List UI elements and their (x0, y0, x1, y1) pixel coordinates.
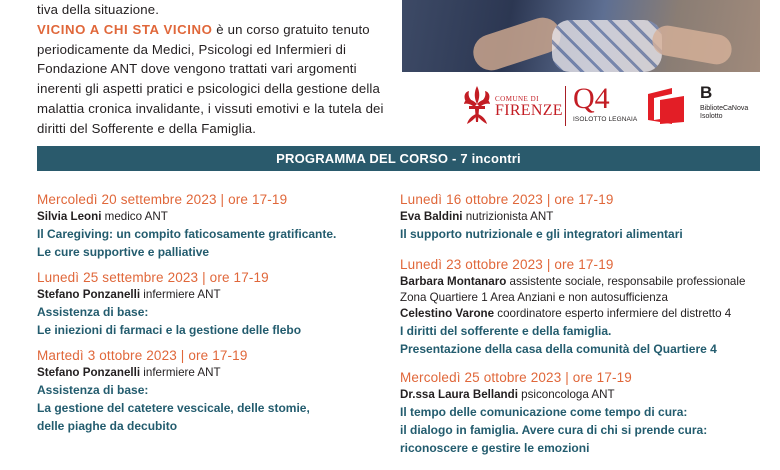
session-topic: Assistenza di base: (37, 305, 149, 319)
session-speaker (400, 387, 750, 403)
florence-lily-icon (462, 84, 492, 126)
speaker-role: coordinatore esperto infermiere del distretto 4 (494, 307, 732, 320)
speaker-name: Stefano Ponzanelli (37, 288, 141, 301)
session-topic: Le cure supportive e palliative (37, 245, 210, 259)
intro-first-line: tiva della situazione. (37, 2, 160, 17)
biblio-letter: B (700, 83, 713, 102)
biblio-name-2: Isolotto (700, 113, 723, 120)
session-topic: Le iniezioni di farmaci e la gestione delle flebo (37, 323, 302, 337)
speaker-role: infermiere ANT (140, 366, 221, 379)
session-date: Mercoledì 25 ottobre 2023 | ore 17-19 (400, 370, 632, 385)
program-title: PROGRAMMA DEL CORSO - 7 incontri (37, 146, 760, 171)
comune-small-label: COMUNE DI (495, 95, 539, 103)
speaker-role: psiconcologa ANT (517, 388, 615, 401)
speaker-name: Stefano Ponzanelli (37, 366, 141, 379)
session-card (400, 190, 750, 243)
session-card (400, 368, 750, 457)
q4-sub: ISOLOTTO LEGNAIA (573, 116, 638, 123)
speaker-role: Zona Quartiere 1 Area Anziani e non autosufficienza (400, 291, 668, 304)
biblioteca-logo (700, 84, 748, 120)
session-topic: I diritti del sofferente e della famiglia. (400, 324, 612, 338)
session-date: Mercoledì 20 settembre 2023 | ore 17-19 (37, 192, 288, 207)
intro-paragraph (37, 20, 397, 139)
session-card (37, 190, 387, 261)
speaker-role: nutrizionista ANT (462, 210, 554, 223)
session-speaker (400, 290, 750, 306)
speaker-role: infermiere ANT (140, 288, 221, 301)
partner-logos (462, 84, 762, 129)
session-date: Lunedì 23 ottobre 2023 | ore 17-19 (400, 257, 614, 272)
session-topic: La gestione del catetere vescicale, delle stomie, (37, 401, 310, 415)
session-speaker (37, 287, 387, 303)
session-speaker (37, 365, 387, 381)
session-topic: Il supporto nutrizionale e gli integratori alimentari (400, 227, 683, 241)
session-speaker (400, 209, 750, 225)
session-date: Lunedì 25 settembre 2023 | ore 17-19 (37, 270, 269, 285)
course-name: VICINO A CHI STA VICINO (37, 21, 213, 37)
session-date: Martedì 3 ottobre 2023 | ore 17-19 (37, 348, 248, 363)
session-topic: il dialogo in famiglia. Avere cura di chi si prende cura: (400, 423, 708, 437)
session-card (37, 346, 387, 435)
session-topic: Il tempo delle comunicazione come tempo di cura: (400, 405, 688, 419)
session-speaker (37, 209, 387, 225)
logo-divider (565, 86, 566, 126)
session-date: Lunedì 16 ottobre 2023 | ore 17-19 (400, 192, 614, 207)
session-topic: Presentazione della casa della comunità del Quartiere 4 (400, 342, 717, 356)
speaker-name: Dr.ssa Laura Bellandi (400, 388, 518, 401)
session-speaker (400, 274, 750, 290)
q4-mark: Q4 (573, 82, 610, 115)
comune-big-label: FIRENZE (495, 102, 563, 119)
quartiere4-logo (573, 84, 637, 123)
biblio-name-1: BiblioteCaNova (700, 105, 749, 112)
session-speaker (400, 306, 750, 322)
speaker-role: medico ANT (101, 210, 168, 223)
session-topic: riconoscere e gestire le emozioni (400, 441, 590, 455)
sessions-left-column (37, 190, 387, 435)
comune-firenze-logo (495, 96, 563, 119)
intro-text (37, 0, 397, 139)
session-card (400, 255, 750, 358)
session-topic: delle piaghe da decubito (37, 419, 178, 433)
biblioteca-icon (646, 86, 686, 126)
session-topic: Assistenza di base: (37, 383, 149, 397)
speaker-role: assistente sociale, responsabile professionale (506, 275, 746, 288)
header-photo (402, 0, 760, 72)
course-description: è un corso gratuito tenuto periodicamente da Medici, Psicologi ed Infermieri di Fondazione ANT dove vengono trattati vari argomenti inerenti gli aspetti pratici e psicologici della gestione della malattia cronica invalidante, i vissuti emotivi e la tutela dei diritti del Sofferente e della Famiglia. (37, 21, 384, 136)
speaker-name: Celestino Varone (400, 307, 495, 320)
speaker-name: Barbara Montanaro (400, 275, 507, 288)
session-card (37, 268, 387, 339)
speaker-name: Silvia Leoni (37, 210, 102, 223)
sessions-right-column (400, 190, 750, 457)
session-topic: Il Caregiving: un compito faticosamente gratificante. (37, 227, 337, 241)
speaker-name: Eva Baldini (400, 210, 463, 223)
